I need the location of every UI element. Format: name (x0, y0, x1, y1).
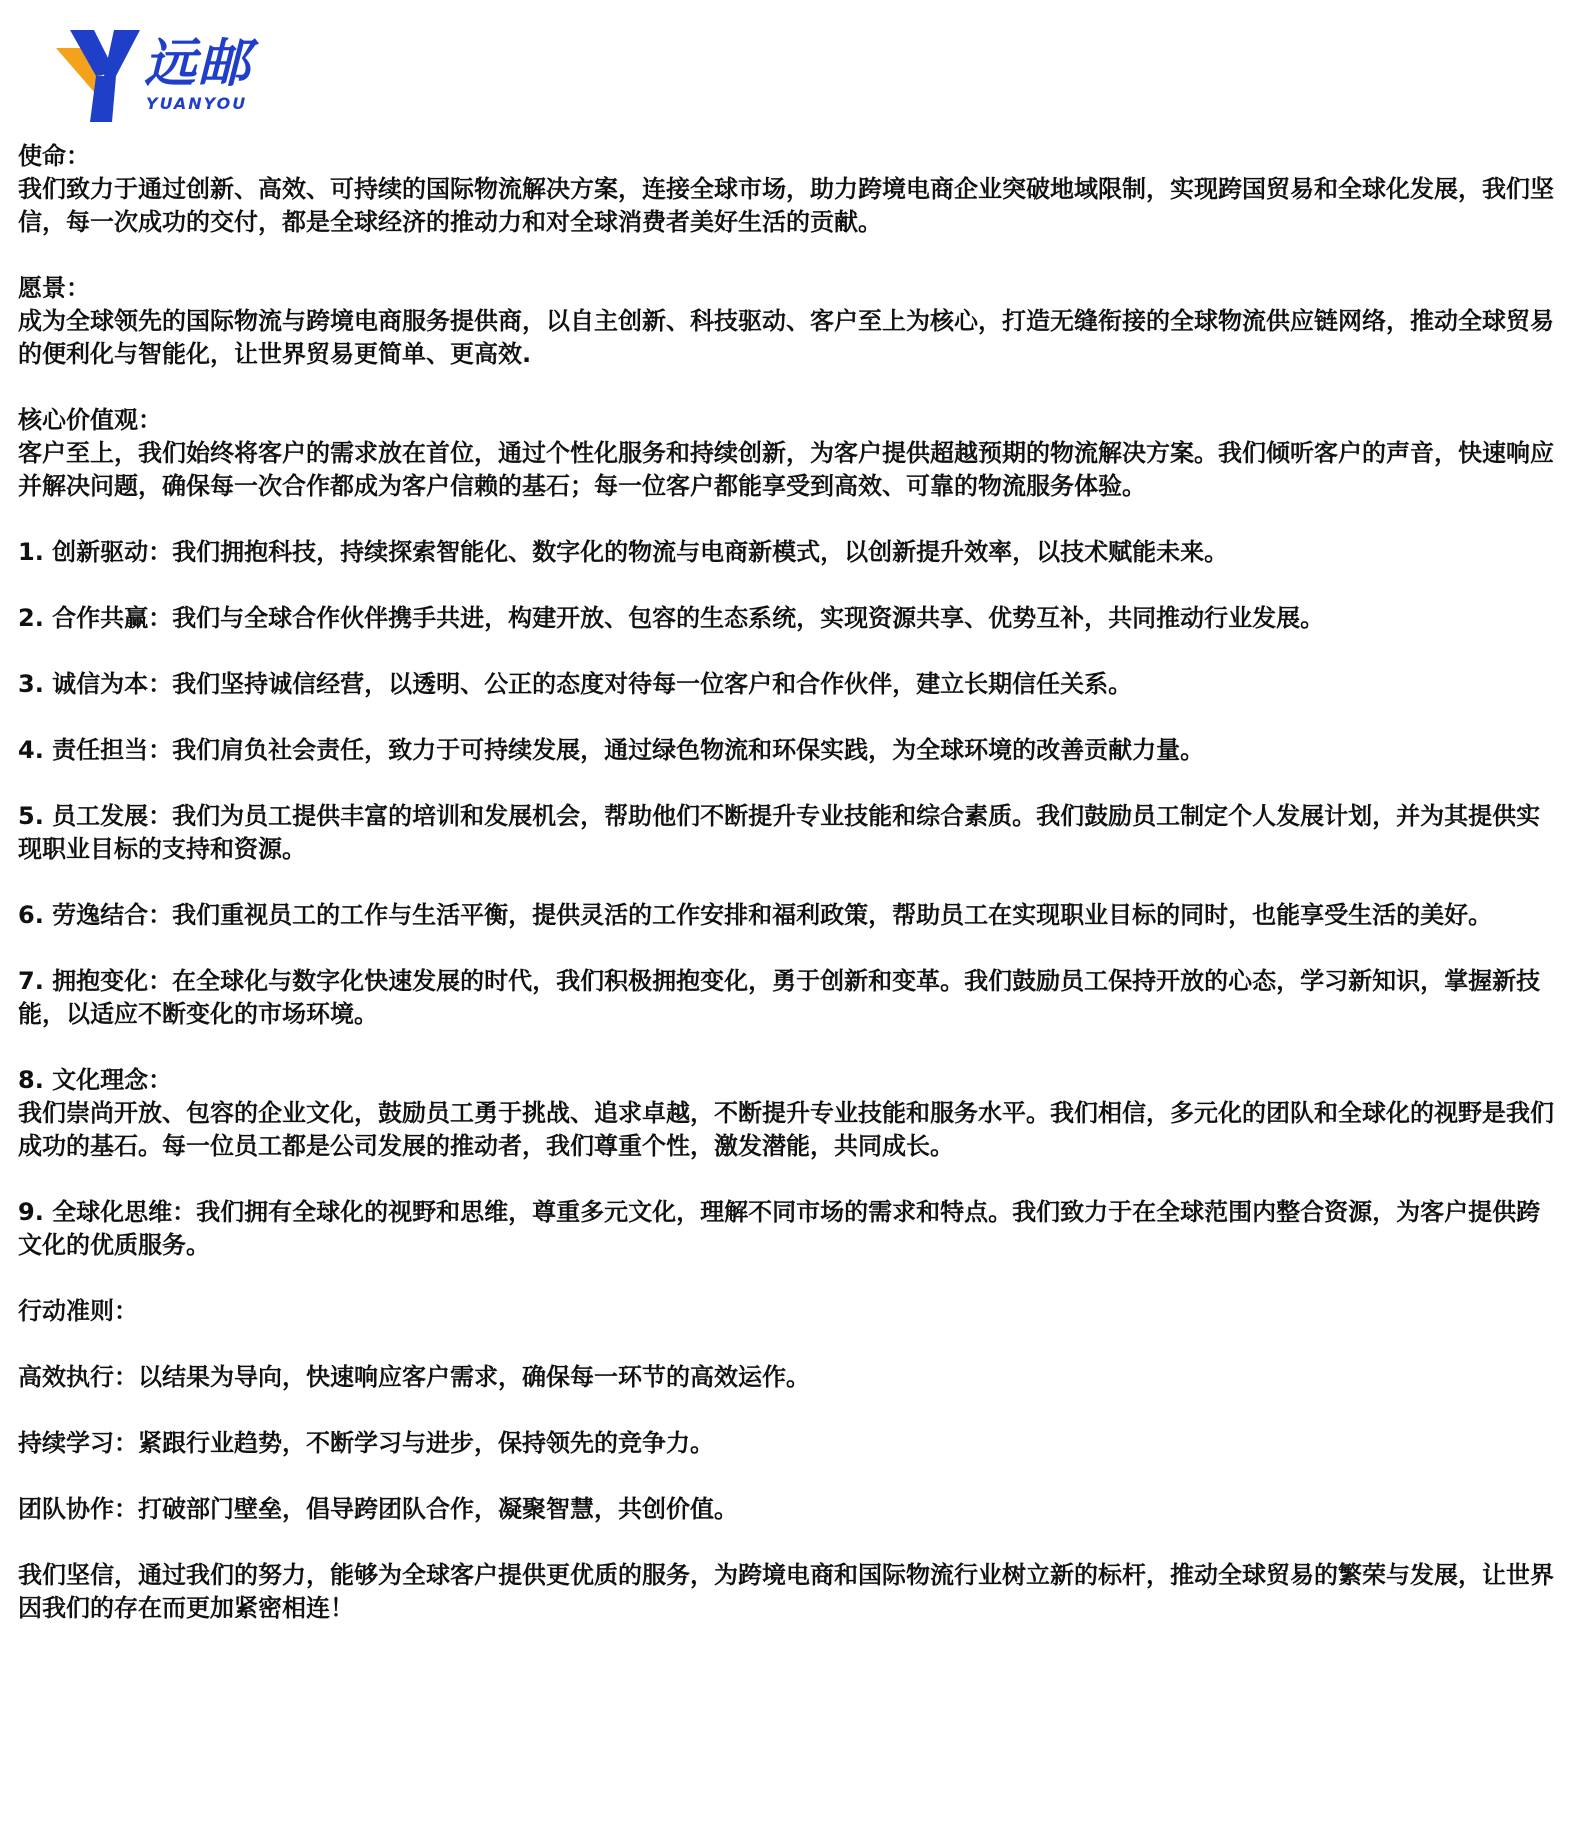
closing-statement: 我们坚信，通过我们的努力，能够为全球客户提供更优质的服务，为跨境电商和国际物流行业树立新的标杆，推动全球贸易的繁荣与发展，让世界因我们的存在而更加紧密相连！ (18, 1561, 1554, 1622)
document-body (18, 140, 1554, 1625)
conduct-heading: 行动准则： (18, 1297, 138, 1325)
logo-chinese-text: 远邮 (144, 34, 253, 94)
mission-heading: 使命： (18, 142, 90, 170)
conduct-item: 团队协作：打破部门壁垒，倡导跨团队合作，凝聚智慧，共创价值。 (18, 1495, 738, 1523)
culture-heading: 8. 文化理念： (18, 1066, 173, 1094)
value-item: 6. 劳逸结合：我们重视员工的工作与生活平衡，提供灵活的工作安排和福利政策，帮助员工在实现职业目标的同时，也能享受生活的美好。 (18, 901, 1493, 929)
global-thinking: 9. 全球化思维：我们拥有全球化的视野和思维，尊重多元文化，理解不同市场的需求和特点。我们致力于在全球范围内整合资源，为客户提供跨文化的优质服务。 (18, 1198, 1541, 1259)
vision-heading: 愿景： (18, 274, 90, 302)
value-item: 1. 创新驱动：我们拥抱科技，持续探索智能化、数字化的物流与电商新模式，以创新提升效率，以技术赋能未来。 (18, 538, 1229, 566)
values-heading: 核心价值观： (18, 406, 162, 434)
value-item: 3. 诚信为本：我们坚持诚信经营，以透明、公正的态度对待每一位客户和合作伙伴，建立长期信任关系。 (18, 670, 1133, 698)
culture-text: 我们崇尚开放、包容的企业文化，鼓励员工勇于挑战、追求卓越，不断提升专业技能和服务水平。我们相信，多元化的团队和全球化的视野是我们成功的基石。每一位员工都是公司发展的推动者，我们尊重个性，激发潜能，共同成长。 (18, 1099, 1554, 1160)
company-logo (56, 30, 276, 125)
values-intro: 客户至上，我们始终将客户的需求放在首位，通过个性化服务和持续创新，为客户提供超越预期的物流解决方案。我们倾听客户的声音，快速响应并解决问题，确保每一次合作都成为客户信赖的基石；每一位客户都能享受到高效、可靠的物流服务体验。 (18, 439, 1554, 500)
conduct-item: 高效执行：以结果为导向，快速响应客户需求，确保每一环节的高效运作。 (18, 1363, 810, 1391)
value-item: 4. 责任担当：我们肩负社会责任，致力于可持续发展，通过绿色物流和环保实践，为全球环境的改善贡献力量。 (18, 736, 1205, 764)
value-item: 5. 员工发展：我们为员工提供丰富的培训和发展机会，帮助他们不断提升专业技能和综合素质。我们鼓励员工制定个人发展计划，并为其提供实现职业目标的支持和资源。 (18, 802, 1541, 863)
conduct-item: 持续学习：紧跟行业趋势，不断学习与进步，保持领先的竞争力。 (18, 1429, 714, 1457)
logo-english-text: YUANYOU (146, 94, 248, 113)
logo-y-mark (56, 30, 151, 125)
mission-text: 我们致力于通过创新、高效、可持续的国际物流解决方案，连接全球市场，助力跨境电商企业突破地域限制，实现跨国贸易和全球化发展，我们坚信，每一次成功的交付，都是全球经济的推动力和对全球消费者美好生活的贡献。 (18, 175, 1554, 236)
value-item: 2. 合作共赢：我们与全球合作伙伴携手共进，构建开放、包容的生态系统，实现资源共享、优势互补，共同推动行业发展。 (18, 604, 1325, 632)
value-item: 7. 拥抱变化：在全球化与数字化快速发展的时代，我们积极拥抱变化，勇于创新和变革。我们鼓励员工保持开放的心态，学习新知识，掌握新技能，以适应不断变化的市场环境。 (18, 967, 1541, 1028)
vision-text: 成为全球领先的国际物流与跨境电商服务提供商，以自主创新、科技驱动、客户至上为核心，打造无缝衔接的全球物流供应链网络，推动全球贸易的便利化与智能化，让世界贸易更简单、更高效. (18, 307, 1554, 368)
